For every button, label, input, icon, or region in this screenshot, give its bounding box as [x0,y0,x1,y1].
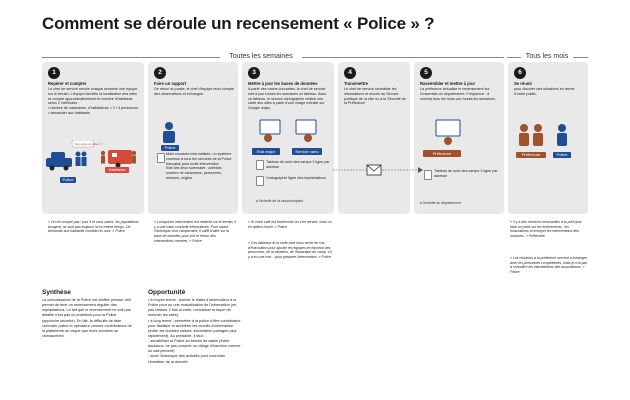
synthese-text: La connaissance de la Police est étoffée précise, elle permet de tenir un recensement régulier des implantations. Le fait que le recensement ne soit pas détaillé n'est pas un problème pour la Police (approche sécurité). En fait, la difficulté de faire coïncider police et opérateur comme contributeurs de la plateforme au risque que leurs données se chevauchent. [42,298,132,338]
prefecture-computer-icon [436,120,460,136]
opportunite-title: Opportunité [148,289,186,296]
police-car-icon [46,152,72,171]
months-line-right [573,57,588,58]
etat-major-computer-icon [260,120,280,142]
officer-icon [165,122,173,130]
quote-5: « Il y a des réunions mensuelles à la préf pour faire un point sur les événements : les évacuations et envoyer les interventions des huissiers. » Préfecture [510,220,582,239]
step-1-text: Le chef de service envoie chaque semaine une équipe sur le terrain. L'équipe identifie la localisation des sites et compte approximativement le nombre d'habitants selon 2 méthodes : • nombre de caravanes, d'habitations × 2 / 4 personnes • demander aux habitants [48,87,139,116]
quote-2: « Lorsqu'une intervention est réalisée sur le terrain, il y a une main courante informatisée. Pour savoir l'historique d'un campement, il suffit d'aller sur la base de données pour voir le retour des interventions menées. » Police [154,220,236,243]
quote-6: « Les réunions à la préfecture servent à échanger avec les personnes compétentes, mais je n'ai pas à connaître les interventions des associations. » Police [510,256,588,275]
months-line-left [507,57,521,58]
prefecture-illustration [430,118,470,148]
weeks-line-right [302,57,504,58]
step-3-title: Mettre à jour les bases de données [248,81,318,86]
police-badge-step1: Police [60,177,76,183]
service-carto-badge: Service carto [292,148,322,155]
tableau-suivi-text: Tableau de suivi des camps 1 ligne par adresse [266,160,330,169]
meeting-illustration [516,120,578,150]
caravan-icon [108,150,132,168]
meeting-people-icon [519,124,567,146]
transmission-arrows [332,162,424,178]
header-months: Tous les mois [525,53,569,60]
page-title: Comment se déroule un recensement « Police » ? [42,14,435,33]
police-badge-step6: Police [553,152,571,158]
quote-3: « Si votre outil est fonctionnel on s'en servira, mais on en aidera d'outil. » Police [248,220,332,229]
step-3-number: 3 [248,67,260,79]
tableau-suivi-dep: Tableau de suivi des camps 1 ligne par adresse [434,169,498,178]
map-doc-icon [256,176,264,186]
step-4-text: Le chef de service centralise les informations et envoie au Service politique de la ville ou à la Sécurité de la Préfecture [344,87,406,106]
step-4-title: Transmettre [344,81,368,86]
step-6-title: Se réunir [514,81,533,86]
prefecture-badge-step5: Préfecture [423,150,461,157]
table-doc-icon [256,160,264,170]
step-2-text: De retour au poste, le chef d'équipe rend compte des observations et échanges. [154,87,234,96]
document-icon [157,153,165,163]
synthese-title: Synthèse [42,289,71,296]
step-3-text: A partir des mains courantes, le chef de service met à jour toutes les semaines un tableau. Avec ce tableau, le service cartographie réalise une carte des sites à partir d'une image extraite sur Google maps. [248,87,327,111]
step-2-title: Faire un rapport [154,81,187,86]
officers-icon [76,152,87,167]
step-6-number: 6 [514,67,526,79]
habitants-badge: Habitants [105,167,129,173]
main-courante-text: Main courante informatisée, un système commun à tous les services de la Police française pour toute intervention Etat des lieux sommaire : adresse, nombre de caravanes, personnes, mineurs, origine [166,152,232,181]
quote-4: « Ces tableaux et la carte vont nous servir en cas d'évacuation pour ajuster les équipes en fonction des personnes, de la situation, de l'historique du camp, s'il y a eu une rixe... pour préparer l'intervention. » Police [248,241,332,260]
police-badge-step2: Police [161,145,179,151]
step-4-number: 4 [344,67,356,79]
step-1-title: Repérer et compter [48,81,87,86]
echelle-dep: à l'échelle du département [420,201,461,205]
step-2-number: 2 [154,67,166,79]
officer-illustration [155,120,183,146]
dept-doc-icon [424,170,432,180]
weeks-line-left [42,57,220,58]
bubble-text: Vous êtes combien ? [74,141,102,146]
opportunite-text: • à moyen terme : donner le statut d'observateur à la Police pour un une mutualisation de l'information (ne pas réaliser 2 fois la carte, normaliser la façon de nommer les sites). • à long terme : permettre à la police d'être contributeur pour fiabiliser et accélérer les circuits d'information (éviter les doubles saisies, information partagée plus rapidement). Au préalable, il faut : - sensibiliser la Police au besoin de saisie (éviter doublons, ne pas compter un village d'insertion comme un campement) - avoir l'historique des activités pour connaître l'émetteur de la donnée. [148,298,241,364]
quote-1: « On ne compte pas / pas 3 et vous savez, les populations bougent, on sont pas toujours là en même temps. On demande aux habitants combien ils sont. » Police [48,220,139,234]
offices-illustration [252,118,324,146]
step-5-number: 5 [420,67,432,79]
carto-text: Cartographie figée des implantations [266,176,327,180]
header-weeks: Toutes les semaines [229,53,293,60]
prefecture-badge-step6: Préfecture [516,152,546,158]
step-5-text: La préfecture actualise le recensement sur l'ensemble du département. Fréquence : à minima tous les mois voir toutes les semaines. [420,87,497,101]
step-6-text: pour discuter des situations en terme d'ordre public. [514,87,575,96]
echelle-circ: à l'échelle de la circonscription [256,199,304,203]
arrow-head-icon [418,167,423,173]
service-carto-computer-icon [296,120,316,142]
step-5-title: Rassembler et mettre à jour [420,81,476,86]
step-1-number: 1 [48,67,60,79]
etat-major-badge: Etat major [252,148,280,155]
